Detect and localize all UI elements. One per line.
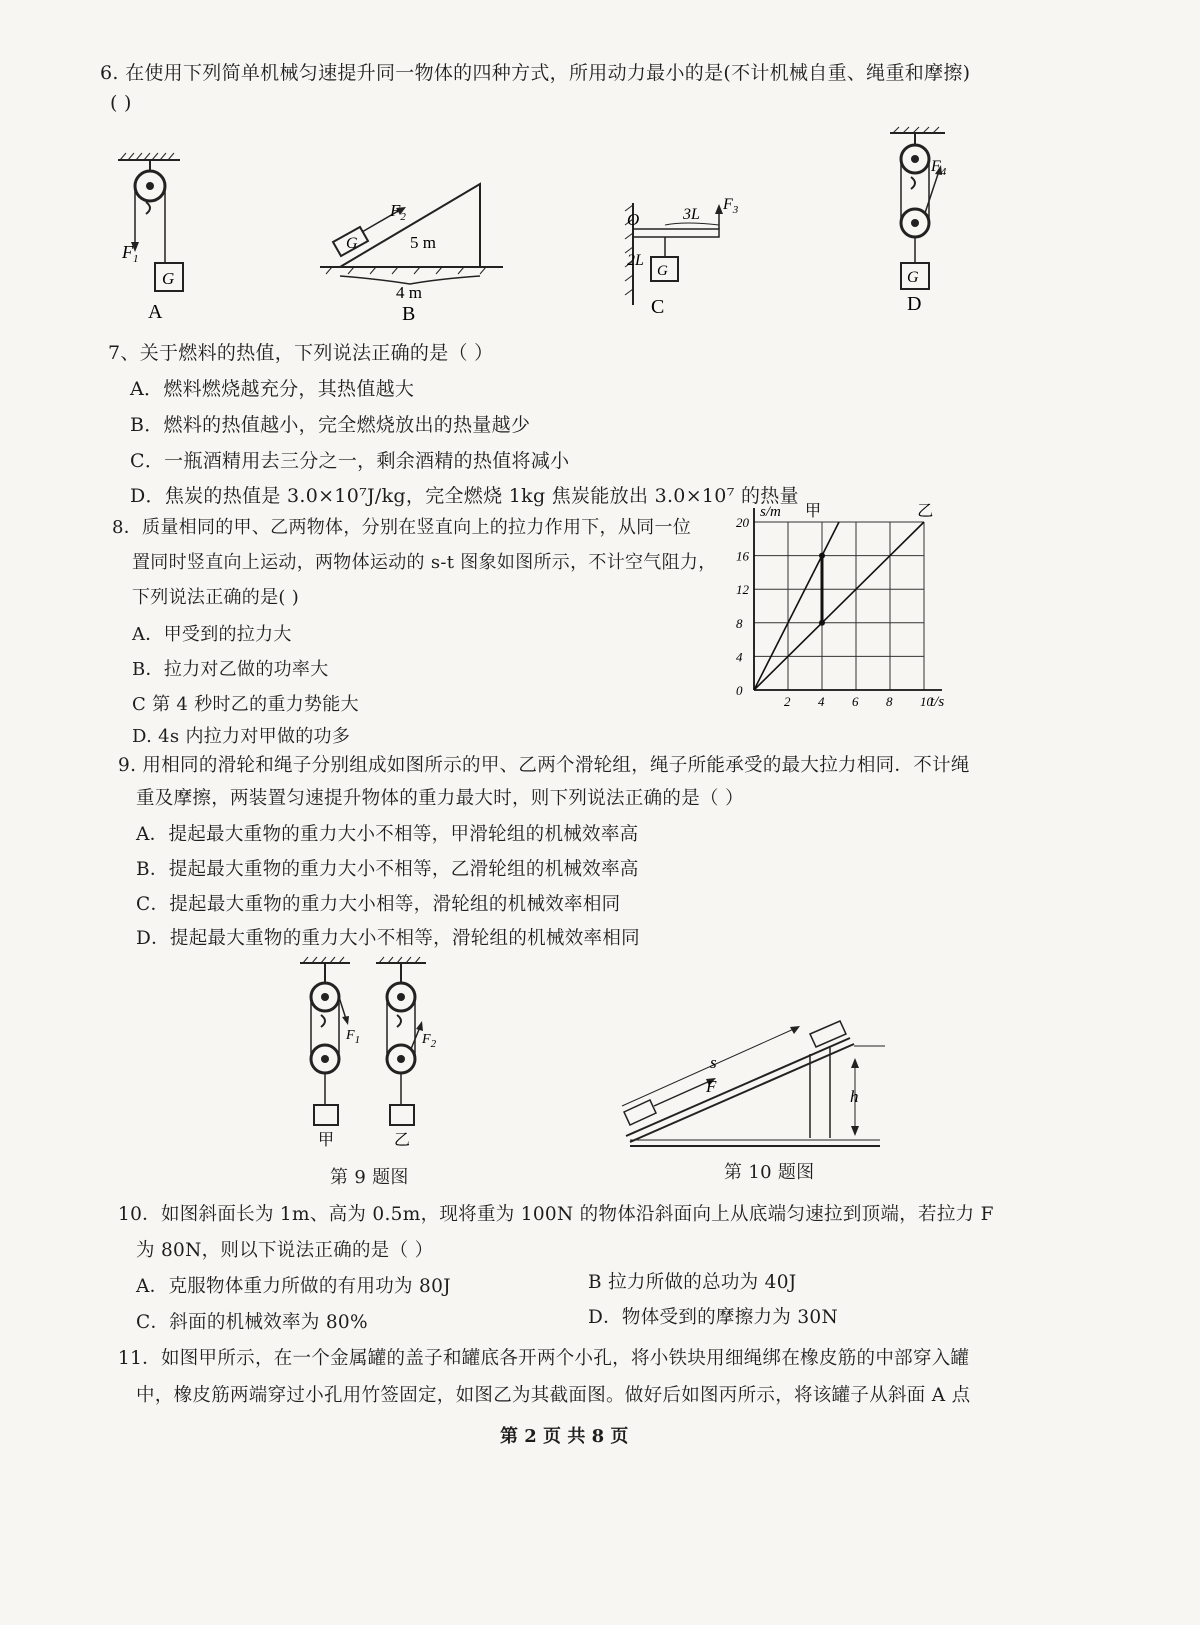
q6c-option-label: C bbox=[651, 296, 665, 318]
q6b-force-label: $F_2$ bbox=[390, 201, 406, 223]
q6a-option-label: A bbox=[148, 301, 163, 323]
q9-option-d: D．提起最大重物的重力大小不相等，滑轮组的机械效率相同 bbox=[136, 928, 640, 949]
q9-right-label: 乙 bbox=[394, 1132, 411, 1149]
q9-figure-caption: 第 9 题图 bbox=[330, 1167, 409, 1188]
chart-y-tick: 20 bbox=[736, 515, 749, 530]
q10-f-label: F bbox=[706, 1077, 717, 1096]
q8-stem-line-1: 8．质量相同的甲、乙两物体，分别在竖直向上的拉力作用下，从同一位 bbox=[112, 517, 692, 538]
q10-stem-line-1: 10．如图斜面长为 1m、高为 0.5m，现将重为 100N 的物体沿斜面向上从底端匀速拉到顶端，若拉力 F bbox=[118, 1204, 994, 1225]
q9-f1-label: $F_1$ bbox=[346, 1028, 361, 1046]
q7-option-a: A．燃料燃烧越充分，其热值越大 bbox=[130, 378, 415, 400]
q7-option-d: D．焦炭的热值是 3.0×10⁷J/kg，完全燃烧 1kg 焦炭能放出 3.0×10⁷ 的热量 bbox=[130, 485, 799, 507]
q8-option-c: C 第 4 秒时乙的重力势能大 bbox=[132, 694, 359, 715]
q10-s-label: s bbox=[710, 1053, 717, 1072]
q9-left-label: 甲 bbox=[318, 1132, 335, 1149]
chart-y-tick: 4 bbox=[736, 649, 743, 665]
q8-option-a: A．甲受到的拉力大 bbox=[132, 624, 292, 645]
chart-y-tick: 0 bbox=[736, 683, 743, 698]
q6-stem: 6. 在使用下列简单机械匀速提升同一物体的四种方式，所用动力最小的是(不计机械自重、绳重和摩擦) bbox=[100, 62, 971, 84]
q6c-weight-label: G bbox=[657, 263, 668, 279]
q11-stem-line-2: 中，橡皮筋两端穿过小孔用竹签固定，如图乙为其截面图。做好后如图丙所示，将该罐子从斜面 A 点 bbox=[136, 1385, 971, 1406]
q10-h-label: h bbox=[850, 1087, 859, 1106]
q6a-force-label: $F_1$ bbox=[122, 242, 139, 265]
chart-x-tick: 6 bbox=[852, 694, 859, 709]
q10-figure-caption: 第 10 题图 bbox=[724, 1162, 815, 1183]
q9-stem-line-1: 9. 用相同的滑轮和绳子分别组成如图所示的甲、乙两个滑轮组，绳子所能承受的最大拉力相同．不计绳 bbox=[118, 755, 970, 776]
q6b-weight-label: G bbox=[346, 235, 358, 252]
q6a-weight-label: G bbox=[162, 269, 175, 288]
chart-x-axis-label: t/s bbox=[930, 694, 945, 710]
chart-series-line-0 bbox=[754, 522, 839, 690]
q9-stem-line-2: 重及摩擦，两装置匀速提升物体的重力最大时，则下列说法正确的是（ ） bbox=[136, 788, 744, 809]
q9-f2-label: $F_2$ bbox=[422, 1032, 437, 1050]
q8-option-d: D. 4s 内拉力对甲做的功多 bbox=[132, 726, 351, 747]
q9-option-c: C．提起最大重物的重力大小相等，滑轮组的机械效率相同 bbox=[136, 894, 621, 915]
q6b-base-length: 4 m bbox=[396, 283, 422, 302]
q6d-option-label: D bbox=[907, 293, 922, 315]
chart-series-line-1 bbox=[754, 522, 924, 690]
chart-x-tick: 8 bbox=[886, 694, 893, 709]
chart-y-tick: 8 bbox=[736, 615, 743, 631]
q6b-slope-length: 5 m bbox=[410, 233, 436, 252]
chart-y-tick: 12 bbox=[736, 582, 749, 598]
chart-series-label-yi: 乙 bbox=[917, 503, 934, 520]
q6c-force-label: $F_3$ bbox=[723, 196, 739, 216]
chart-x-tick: 10 bbox=[920, 694, 933, 709]
q10-option-d: D．物体受到的摩擦力为 30N bbox=[588, 1307, 838, 1328]
q9-option-b: B．提起最大重物的重力大小不相等，乙滑轮组的机械效率高 bbox=[136, 859, 639, 880]
q6c-arm1-label: 2L bbox=[627, 252, 644, 269]
page-footer: 第 2 页 共 8 页 bbox=[500, 1426, 629, 1447]
q10-option-b: B 拉力所做的总功为 40J bbox=[588, 1272, 797, 1293]
q8-stem-line-2: 置同时竖直向上运动，两物体运动的 s-t 图象如图所示，不计空气阻力， bbox=[132, 552, 717, 573]
chart-x-tick: 4 bbox=[818, 694, 825, 709]
q9-option-a: A．提起最大重物的重力大小不相等，甲滑轮组的机械效率高 bbox=[136, 824, 639, 845]
q7-option-b: B．燃料的热值越小，完全燃烧放出的热量越少 bbox=[130, 414, 531, 436]
q10-option-a: A．克服物体重力所做的有用功为 80J bbox=[136, 1276, 451, 1297]
q8-stem-line-3: 下列说法正确的是( ) bbox=[132, 587, 300, 608]
q10-option-c: C．斜面的机械效率为 80% bbox=[136, 1312, 368, 1333]
q6-answer-blank: ( ) bbox=[110, 92, 132, 114]
chart-x-tick: 2 bbox=[784, 694, 791, 709]
q6c-arm2-label: 3L bbox=[683, 206, 700, 223]
q10-stem-line-2: 为 80N，则以下说法正确的是（ ） bbox=[136, 1240, 434, 1261]
q8-option-b: B．拉力对乙做的功率大 bbox=[132, 659, 329, 680]
chart-y-axis-label: s/m bbox=[760, 504, 781, 520]
q11-stem-line-1: 11．如图甲所示，在一个金属罐的盖子和罐底各开两个小孔，将小铁块用细绳绑在橡皮筋的中部穿入罐 bbox=[118, 1348, 970, 1369]
chart-y-tick: 16 bbox=[736, 548, 749, 564]
q6b-option-label: B bbox=[402, 303, 416, 325]
q7-option-c: C．一瓶酒精用去三分之一，剩余酒精的热值将减小 bbox=[130, 450, 570, 472]
q6c-pivot-label: O bbox=[627, 210, 640, 229]
q6d-force-label: $F_4$ bbox=[931, 158, 947, 178]
q6d-weight-label: G bbox=[907, 269, 919, 286]
chart-series-label-jia: 甲 bbox=[805, 503, 822, 520]
q7-stem: 7、关于燃料的热值，下列说法正确的是（ ） bbox=[108, 342, 494, 364]
